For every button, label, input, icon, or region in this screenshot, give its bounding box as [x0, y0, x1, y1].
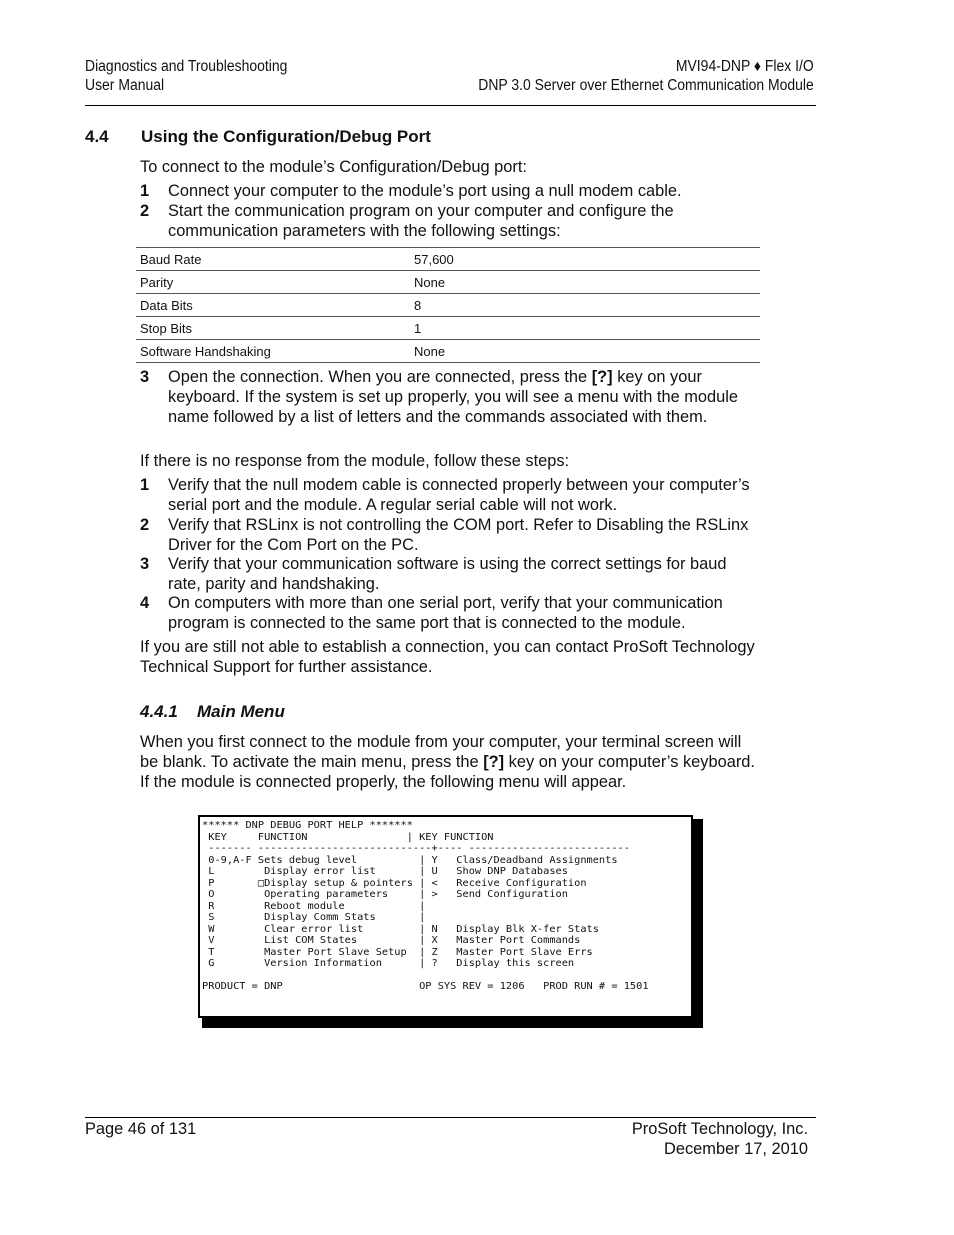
no-response-intro: If there is no response from the module, follow these steps:: [140, 452, 570, 470]
setting-value: 57,600: [410, 248, 760, 271]
paragraph-part: When you first connect to the module from your computer, your terminal screen will be blank. To activate the main menu, press the: [140, 733, 742, 771]
table-row: [136, 340, 760, 363]
terminal-screenshot: [198, 815, 703, 1028]
setup-step: [140, 202, 760, 242]
step-text: Verify that the null modem cable is connected properly between your computer’s serial port and the module. A regular serial cable will not work.: [168, 476, 750, 514]
subsection-title: Main Menu: [197, 702, 285, 721]
section-number: 4.4: [85, 127, 109, 146]
step-text: Start the communication program on your computer and configure the communication parameters with the following settings:: [168, 202, 674, 240]
step-number: 4: [140, 594, 150, 612]
setting-key: Data Bits: [136, 294, 410, 317]
header-module: DNP 3.0 Server over Ethernet Communication Module: [478, 77, 814, 94]
step-text: Connect your computer to the module’s port using a null modem cable.: [168, 182, 682, 200]
open-connection-step: [140, 368, 760, 427]
header-chapter: Diagnostics and Troubleshooting: [85, 58, 288, 75]
troubleshoot-step: [140, 555, 760, 595]
setting-value: 8: [410, 294, 760, 317]
step-text: Verify that your communication software is using the correct settings for baud rate, parity and handshaking.: [168, 555, 727, 593]
footer-right: [632, 1120, 808, 1160]
header-left: [85, 57, 287, 95]
section-heading: [85, 127, 431, 147]
paragraph-part: key on your computer’s keyboard. If the module is connected properly, the following menu will appear.: [140, 752, 755, 791]
setting-value: None: [410, 271, 760, 294]
setting-key: Software Handshaking: [136, 340, 410, 363]
header-right: [479, 57, 814, 95]
step-number: 3: [140, 555, 150, 573]
subsection-heading: [140, 702, 285, 722]
main-menu-paragraph: [140, 733, 760, 792]
table-row: [136, 317, 760, 340]
setting-value: None: [410, 340, 760, 363]
footer-divider: [85, 1117, 816, 1118]
table-row: [136, 248, 760, 271]
setting-key: Baud Rate: [136, 248, 410, 271]
step-text: [168, 368, 760, 427]
setting-value: 1: [410, 317, 760, 340]
step-text: On computers with more than one serial port, verify that your communication program is connected to the same port that is connected to the module.: [168, 594, 723, 632]
troubleshoot-step: [140, 594, 760, 634]
setting-key: Parity: [136, 271, 410, 294]
footer-company: ProSoft Technology, Inc.: [631, 1120, 808, 1138]
section-title: Using the Configuration/Debug Port: [141, 127, 431, 146]
table-row: [136, 271, 760, 294]
setting-key: Stop Bits: [136, 317, 410, 340]
section-intro: To connect to the module’s Configuration/Debug port:: [140, 158, 527, 176]
step-number: 1: [140, 182, 150, 200]
terminal-text: ****** DNP DEBUG PORT HELP ******* KEY FUNCTION | KEY FUNCTION ------- ----------------------------+---- -------------------------- 0-9,A-F Sets debug level | Y Class/Deadband Assignments L Display error list | U Show DNP Databases P □Display setup & pointers | < Receive Configuration O Operating parameters | > Send Configuration R Reboot module | S Display Comm Stats | W Clear error list | N Display Blk X-fer Stats V List COM States | X Master Port Commands T Master Port Slave Setup | Z Master Port Slave Errs G Version Information | ? Display this screen PRODUCT = DNP OP SYS REV = 1206 PROD RUN # = 1501: [202, 820, 649, 992]
terminal-screen: [198, 815, 693, 1018]
key-label: [?]: [483, 752, 505, 771]
settings-table: [136, 247, 760, 363]
header-doc-type: User Manual: [85, 77, 165, 94]
footer-date: December 17, 2010: [664, 1139, 808, 1158]
support-paragraph: If you are still not able to establish a connection, you can contact ProSoft Technology Technical Support for further assistance.: [140, 638, 755, 676]
key-label: [?]: [591, 368, 613, 386]
step-number: 2: [140, 202, 150, 220]
header-divider: [85, 105, 816, 106]
troubleshoot-step: [140, 516, 760, 556]
setup-step: [140, 182, 760, 202]
subsection-number: 4.4.1: [140, 702, 178, 721]
step-text: Verify that RSLinx is not controlling the COM port. Refer to Disabling the RSLinx Driver for the Com Port on the PC.: [168, 516, 749, 554]
troubleshoot-step: [140, 476, 760, 516]
page-number: Page 46 of 131: [85, 1120, 197, 1138]
table-row: [136, 294, 760, 317]
step-number: 2: [140, 516, 150, 534]
step-text-part: Open the connection. When you are connected, press the: [168, 368, 592, 386]
step-number: 3: [140, 368, 150, 386]
step-text-part: key on your keyboard. If the system is set up properly, you will see a menu with the module name followed by a list of letters and the commands associated with them.: [168, 368, 738, 426]
header-product: MVI94-DNP ♦ Flex I/O: [676, 58, 814, 75]
step-number: 1: [140, 476, 150, 494]
